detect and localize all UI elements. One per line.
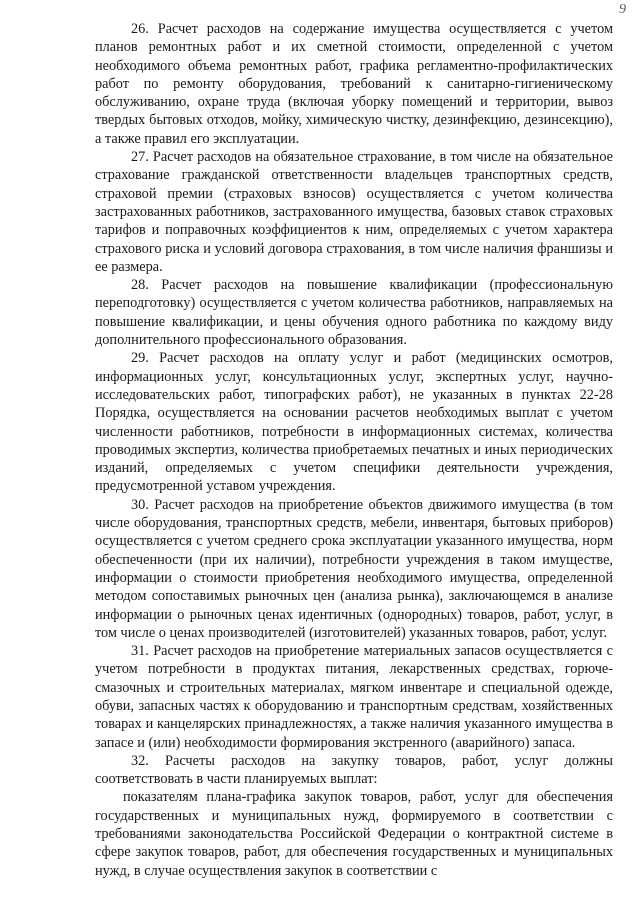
document-body	[95, 20, 613, 880]
paragraph-30: 30. Расчет расходов на приобретение объектов движимого имущества (в том числе оборудования, транспортных средств, мебели, инвентаря, бытовых приборов) осуществляется с учетом среднего срока эксплуатации указанного имущества, норм обеспеченности (при их наличии), потребности учреждения в таком имуществе, информации о стоимости приобретения необходимого имущества, определенной методом сопоставимых рыночных цен (анализа рынка), заключающемся в анализе информации о рыночных ценах идентичных (однородных) товаров, работ, услуг, в том числе о ценах производителей (изготовителей) указанных товаров, работ, услуг.	[95, 496, 613, 641]
paragraph-26: 26. Расчет расходов на содержание имущества осуществляется с учетом планов ремонтных работ и их сметной стоимости, определенной с учетом необходимого объема ремонтных работ, графика регламентно-профилактических работ по ремонту оборудования, требований к санитарно-гигиеническому обслуживанию, охране труда (включая уборку помещений и территории, вывоз твердых бытовых отходов, мойку, химическую чистку, дезинфекцию, дезинсекцию), а также правил его эксплуатации.	[95, 21, 613, 147]
paragraph-32-item: показателям плана-графика закупок товаров, работ, услуг для обеспечения государственных и муниципальных нужд, формируемого в соответствии с требованиями законодательства Российской Федерации о контрактной системе в сфере закупок товаров, работ, для обеспечения государственных и муниципальных нужд, в случае осуществления закупок в соответствии с	[95, 789, 613, 879]
page-number: 9	[619, 2, 626, 17]
paragraph-31: 31. Расчет расходов на приобретение материальных запасов осуществляется с учетом потребности в продуктах питания, лекарственных средствах, горюче-смазочных и строительных материалах, мягком инвентаре и специальной одежде, обуви, запасных частях к оборудованию и транспортным средствам, хозяйственных товарах и канцелярских принадлежностях, а также наличия указанного имущества в запасе и (или) необходимости формирования экстренного (аварийного) запаса.	[95, 643, 613, 751]
paragraph-29: 29. Расчет расходов на оплату услуг и работ (медицинских осмотров, информационных услуг, консультационных услуг, экспертных услуг, научно-исследовательских работ, типографских работ), не указанных в пунктах 22-28 Порядка, осуществляется на основании расчетов необходимых выплат с учетом численности работников, потребности в информационных системах, количества проводимых экспертиз, количества приобретаемых печатных и иных периодических изданий, определяемых с учетом специфики деятельности учреждения, предусмотренной уставом учреждения.	[95, 350, 613, 495]
paragraph-32: 32. Расчеты расходов на закупку товаров, работ, услуг должны соответствовать в части планируемых выплат:	[95, 752, 613, 788]
paragraph-28: 28. Расчет расходов на повышение квалификации (профессиональную переподготовку) осуществляется с учетом количества работников, направляемых на повышение квалификации, и цены обучения одного работника по каждому виду дополнительного профессионального образования.	[95, 277, 613, 349]
paragraph-27: 27. Расчет расходов на обязательное страхование, в том числе на обязательное страхование гражданской ответственности владельцев транспортных средств, страховой премии (страховых взносов) осуществляется с учетом количества застрахованных работников, застрахованного имущества, базовых ставок страховых тарифов и поправочных коэффициентов к ним, определяемых с учетом характера страхового риска и условий договора страхования, в том числе наличия франшизы и ее размера.	[95, 149, 613, 275]
